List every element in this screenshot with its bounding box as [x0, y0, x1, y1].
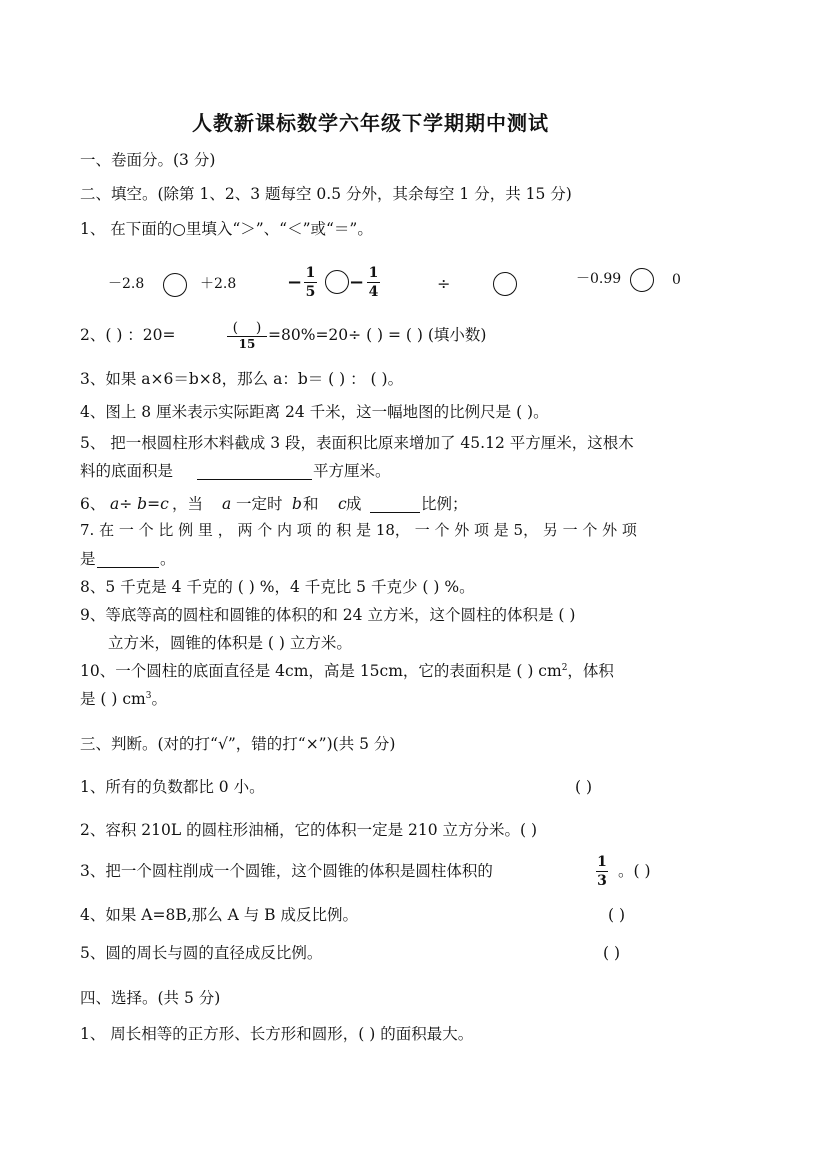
fill-question-4: 4、图上 8 厘米表示实际距离 24 千米，这一幅地图的比例尺是 ( )。 — [80, 403, 549, 421]
judge-item-3-text: 3、把一个圆柱削成一个圆锥，这个圆锥的体积是圆柱体积的 — [80, 862, 493, 880]
judge-item-1-paren[interactable]: ( ) — [575, 778, 593, 796]
q7-answer-blank[interactable] — [97, 567, 159, 568]
fill-question-5-line-2a: 料的底面积是 — [80, 462, 174, 480]
section-1-heading: 一、卷面分。(3 分) — [80, 151, 216, 169]
q6-answer-blank[interactable] — [370, 512, 420, 513]
fraction-b2-numerator: 1 — [368, 265, 379, 281]
fill-question-9-line-2: 立方米，圆锥的体积是 ( ) 立方米。 — [108, 634, 352, 652]
q6-text-4: 成 — [346, 495, 362, 513]
page-title: 人教新课标数学六年级下学期期中测试 — [192, 111, 549, 135]
fill-question-9-line-1: 9、等底等高的圆柱和圆锥的体积的和 24 立方米，这个圆柱的体积是 ( ) — [80, 606, 576, 624]
compare-d-circle[interactable] — [630, 268, 654, 292]
fill-question-5-line-1: 5、 把一根圆柱形木料截成 3 段，表面积比原来增加了 45.12 平方厘米，这根木 — [80, 434, 634, 452]
fill-question-3: 3、如果 a×6＝b×8，那么 a：b＝ ( ) ： ( )。 — [80, 370, 404, 388]
section-3-heading: 三、判断。(对的打“√”，错的打“×”)(共 5 分) — [80, 735, 396, 753]
fill-question-8: 8、5 千克是 4 千克的 ( ) %，4 千克比 5 千克少 ( ) %。 — [80, 578, 475, 596]
j3-denominator: 3 — [597, 873, 607, 889]
q2-fraction: ( ) 15 — [227, 321, 267, 350]
q2-part-b: =80%=20÷ ( ) = ( ) (填小数) — [268, 326, 487, 344]
q10-line-1 — [80, 664, 614, 680]
fraction-b2-denominator: 4 — [368, 284, 379, 300]
fill-question-7-line-2a: 是 — [80, 550, 96, 568]
q10-line-2-end: 。 — [151, 690, 168, 708]
fraction-b-denominator: 5 — [305, 284, 316, 300]
j3-numerator: 1 — [597, 854, 607, 870]
q6-text-1: ，当 — [172, 495, 204, 513]
judge-item-3-fraction — [596, 855, 608, 888]
q6-var-b: b — [292, 495, 302, 513]
fraction-b-minus: − — [287, 272, 303, 293]
q6-var-c: c — [338, 495, 347, 513]
section-4-heading: 四、选择。(共 5 分) — [80, 989, 221, 1007]
judge-item-1: 1、所有的负数都比 0 小。 — [80, 778, 265, 796]
compare-a-circle[interactable] — [163, 273, 187, 297]
compare-d-right: 0 — [672, 272, 681, 288]
q10-line-2-text: 是 ( ) cm — [80, 690, 146, 708]
judge-item-2: 2、容积 210L 的圆柱形油桶，它的体积一定是 210 立方分米。( ) — [80, 821, 538, 839]
compare-c-operator: ÷ — [437, 274, 451, 293]
fill-question-5-line-2b: 平方厘米。 — [313, 462, 391, 480]
fill-question-1: 1、 在下面的○里填入“＞”、“＜”或“＝”。 — [80, 220, 373, 238]
q10-superscript-3: 3 — [145, 691, 152, 701]
fill-question-7-line-2b: 。 — [160, 550, 176, 568]
compare-c-circle[interactable] — [493, 272, 517, 296]
fraction-b2-minus: − — [349, 272, 365, 293]
q6-text-2: 一定时 — [236, 495, 283, 513]
q2-fraction-denominator: 15 — [238, 337, 256, 351]
q6-text-3: 和 — [303, 495, 319, 513]
q6-number: 6、 — [80, 495, 106, 513]
judge-item-3-end: 。( ) — [618, 862, 651, 880]
q6-text-5: 比例； — [421, 495, 468, 513]
q10-line-2 — [80, 692, 167, 708]
compare-a-right: ＋2.8 — [200, 276, 237, 292]
compare-d-left: －0.99 — [576, 271, 622, 287]
fraction-b — [304, 266, 317, 299]
section-2-heading: 二、填空。(除第 1、2、3 题每空 0.5 分外，其余每空 1 分，共 15 分) — [80, 185, 572, 203]
q6-var-a: a — [222, 495, 232, 513]
q10-line-1-end: ，体积 — [567, 662, 614, 680]
q2-part-a: 2、( ) ：20= — [80, 326, 176, 344]
judge-item-4-paren[interactable]: ( ) — [608, 906, 626, 924]
judge-item-4: 4、如果 A=8B,那么 A 与 B 成反比例。 — [80, 906, 358, 924]
compare-b-circle[interactable] — [325, 270, 349, 294]
fill-question-7-line-1: 7. 在 一 个 比 例 里 ， 两 个 内 项 的 积 是 18， 一 个 外 项 是 5， 另 一 个 外 项 — [80, 521, 637, 539]
choice-item-1: 1、 周长相等的正方形、长方形和圆形，( ) 的面积最大。 — [80, 1025, 474, 1043]
q5-answer-blank[interactable] — [197, 479, 312, 480]
fraction-b2 — [367, 266, 380, 299]
q6-expression: a÷ b=c — [110, 495, 169, 513]
judge-item-5-paren[interactable]: ( ) — [603, 944, 621, 962]
q10-line-1-text: 10、一个圆柱的底面直径是 4cm，高是 15cm，它的表面积是 ( ) cm — [80, 662, 562, 680]
compare-a-left: －2.8 — [108, 276, 145, 292]
fraction-b-numerator: 1 — [305, 265, 316, 281]
q10-superscript-2: 2 — [561, 663, 568, 673]
judge-item-5: 5、圆的周长与圆的直径成反比例。 — [80, 944, 323, 962]
